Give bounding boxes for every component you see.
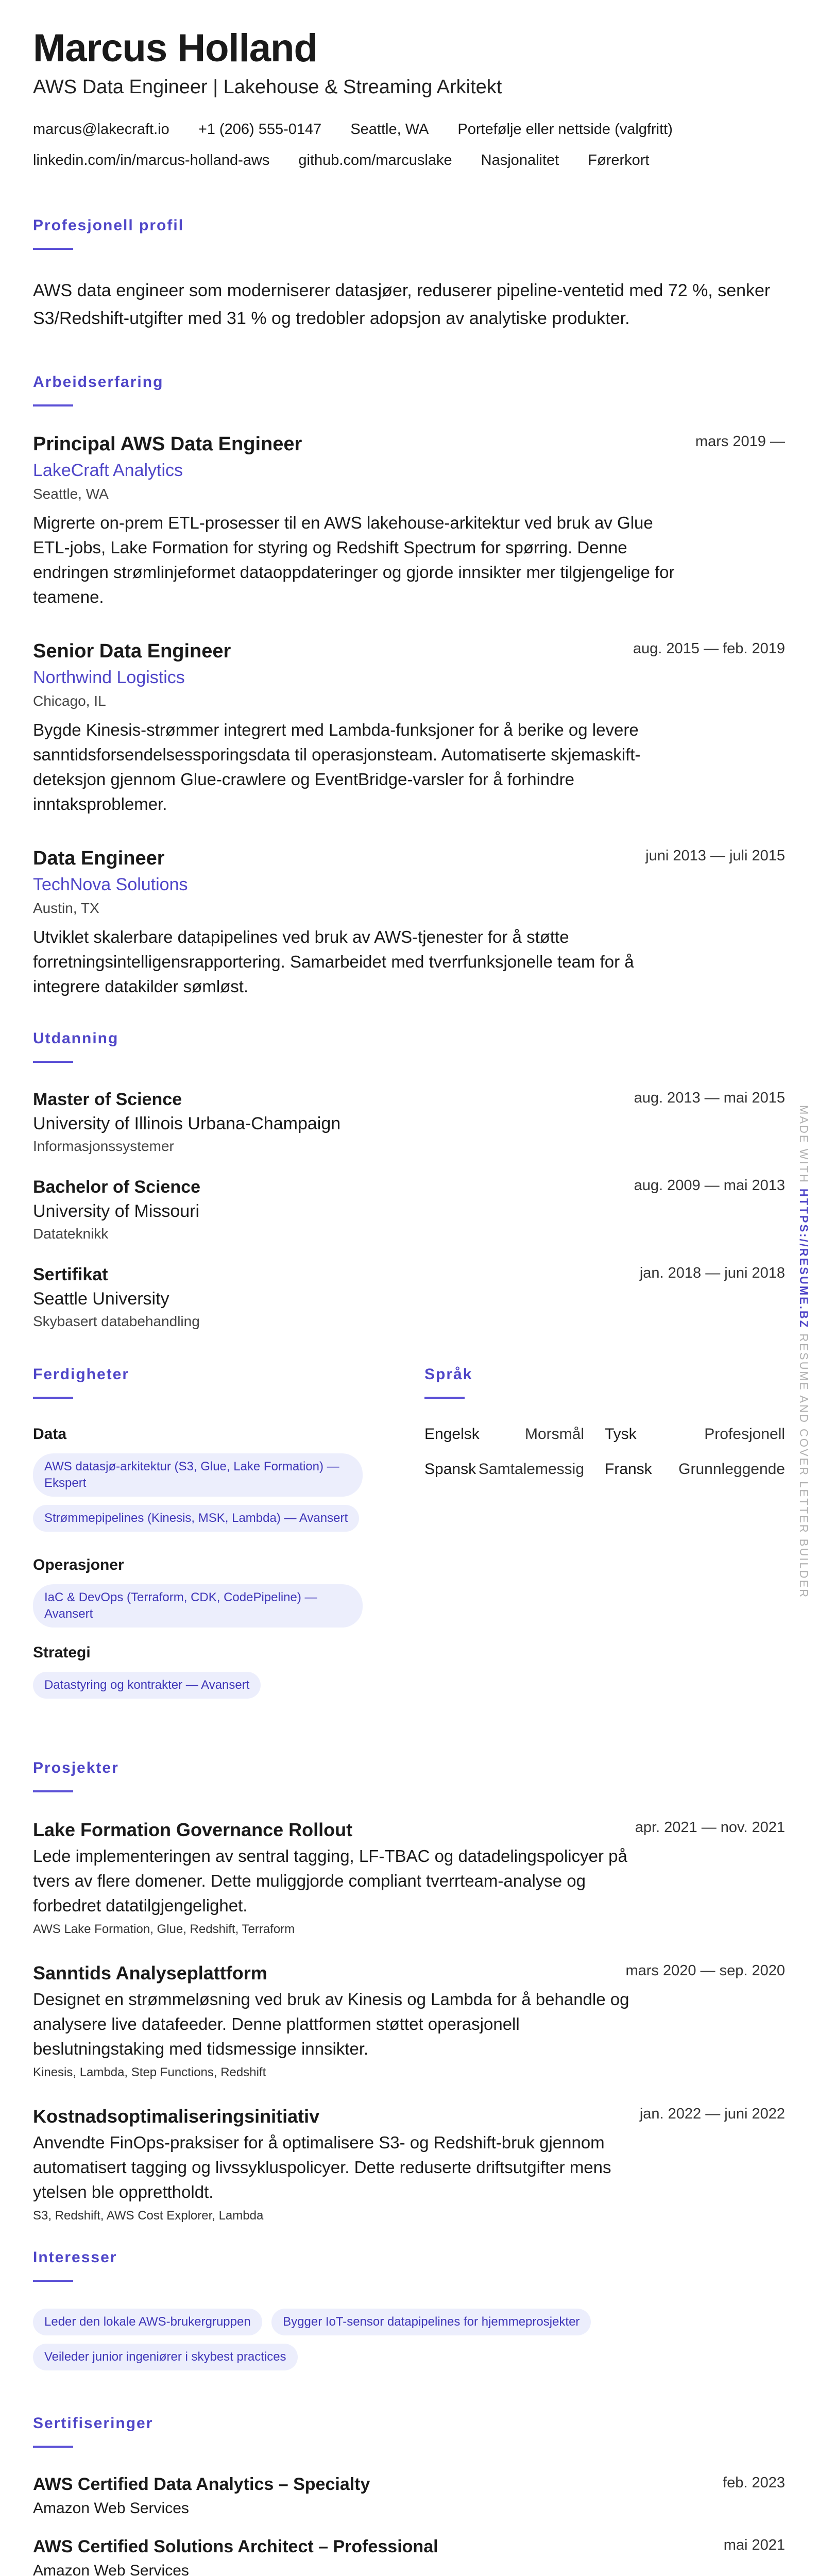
education-degree: Sertifikat <box>33 1265 108 1284</box>
section-title-skills: Ferdigheter <box>33 1366 130 1383</box>
credit-link[interactable]: HTTPS://RESUME.BZ <box>797 1189 810 1329</box>
language-item <box>605 1426 785 1443</box>
education-field: Datateknikk <box>33 1226 109 1242</box>
education-date: jan. 2018 — juni 2018 <box>639 1265 785 1281</box>
contact-list <box>33 114 785 176</box>
section-divider <box>33 2446 73 2448</box>
education-field: Skybasert databehandling <box>33 1313 200 1329</box>
certification-date: mai 2021 <box>723 2537 785 2553</box>
job-location: Chicago, IL <box>33 693 106 709</box>
interest-tag: Veileder junior ingeniører i skybest practices <box>33 2344 298 2370</box>
education-degree: Master of Science <box>33 1090 182 1109</box>
job-date: aug. 2015 — feb. 2019 <box>633 640 785 657</box>
skill-group-name: Strategi <box>33 1644 91 1661</box>
project-title: Lake Formation Governance Rollout <box>33 1819 353 1840</box>
experience-section <box>33 374 785 999</box>
education-entry <box>33 1265 785 1330</box>
credit-prefix: MADE WITH <box>797 1105 810 1184</box>
job-list <box>33 433 785 999</box>
education-entry <box>33 1177 785 1242</box>
job-company: LakeCraft Analytics <box>33 461 183 480</box>
resume-content <box>33 26 785 2576</box>
project-entry <box>33 1819 785 1937</box>
project-description: Anvendte FinOps-praksiser for å optimalisere S3- og Redshift-bruk gjennom automatisert tagging og livssykluspolicyer. Dette reduserte driftsutgifter mens ytelsen ble opprettholdt. <box>33 2133 611 2201</box>
profile-section <box>33 217 785 332</box>
skill-tag: Strømmepipelines (Kinesis, MSK, Lambda) — Avansert <box>33 1505 359 1532</box>
job-entry <box>33 848 785 999</box>
section-title-interests: Interesser <box>33 2249 117 2266</box>
job-company: TechNova Solutions <box>33 875 188 894</box>
skill-group-name: Data <box>33 1426 67 1443</box>
section-divider <box>424 1397 465 1399</box>
job-location: Austin, TX <box>33 900 99 916</box>
candidate-headline: AWS Data Engineer | Lakehouse & Streaming Arkitekt <box>33 76 502 98</box>
section-title-certifications: Sertifiseringer <box>33 2415 154 2432</box>
job-date: mars 2019 — <box>695 433 785 450</box>
section-divider <box>33 404 73 406</box>
language-level: Samtalemessig <box>478 1461 584 1478</box>
certification-list <box>33 2475 785 2576</box>
contact-drivers-license: Førerkort <box>588 152 650 168</box>
contact-github[interactable]: github.com/marcuslake <box>298 152 452 168</box>
job-title: Senior Data Engineer <box>33 640 231 662</box>
contact-nationality: Nasjonalitet <box>481 152 559 168</box>
job-location: Seattle, WA <box>33 486 109 502</box>
certification-issuer: Amazon Web Services <box>33 2500 189 2517</box>
education-school: Seattle University <box>33 1289 169 1309</box>
skill-group-name: Operasjoner <box>33 1556 124 1573</box>
section-title-education: Utdanning <box>33 1030 119 1047</box>
job-entry <box>33 640 785 817</box>
interest-tag: Bygger IoT-sensor datapipelines for hjemmeprosjekter <box>271 2309 591 2335</box>
language-item <box>605 1461 785 1478</box>
certification-issuer: Amazon Web Services <box>33 2562 189 2576</box>
section-divider <box>33 2280 73 2282</box>
project-date: apr. 2021 — nov. 2021 <box>635 1819 785 1836</box>
project-list <box>33 1819 785 2223</box>
project-technologies: Kinesis, Lambda, Step Functions, Redshift <box>33 2065 266 2079</box>
job-company: Northwind Logistics <box>33 668 185 687</box>
contact-location: Seattle, WA <box>350 121 429 138</box>
project-entry <box>33 2106 785 2223</box>
language-name: Engelsk <box>424 1426 480 1443</box>
contact-linkedin[interactable]: linkedin.com/in/marcus-holland-aws <box>33 152 270 168</box>
builder-credit <box>797 1105 810 1599</box>
skill-groups <box>33 1426 424 1707</box>
section-title-experience: Arbeidserfaring <box>33 374 164 391</box>
project-date: mars 2020 — sep. 2020 <box>625 1962 785 1979</box>
education-entry <box>33 1090 785 1155</box>
project-title: Sanntids Analyseplattform <box>33 1962 267 1984</box>
project-entry <box>33 1962 785 2080</box>
resume-header <box>33 26 785 176</box>
contact-portfolio[interactable]: Portefølje eller nettside (valgfritt) <box>457 121 673 138</box>
education-date: aug. 2009 — mai 2013 <box>634 1177 785 1194</box>
skill-group <box>33 1556 424 1628</box>
language-level: Grunnleggende <box>678 1461 785 1478</box>
interests-section <box>33 2249 785 2379</box>
section-divider <box>33 248 73 250</box>
language-name: Spansk <box>424 1461 476 1478</box>
education-section <box>33 1030 785 1330</box>
candidate-name: Marcus Holland <box>33 26 317 70</box>
skill-tag: Datastyring og kontrakter — Avansert <box>33 1672 261 1699</box>
profile-summary: AWS data engineer som moderniserer datasjøer, reduserer pipeline-ventetid med 72 %, senker S3/Redshift-utgifter med 31 % og tredobler adopsjon av analytiske produkter. <box>33 281 771 328</box>
language-list <box>424 1426 785 1478</box>
section-title-profile: Profesjonell profil <box>33 217 184 234</box>
education-degree: Bachelor of Science <box>33 1177 201 1197</box>
project-technologies: S3, Redshift, AWS Cost Explorer, Lambda <box>33 2209 264 2223</box>
skills-section <box>33 1366 424 1723</box>
job-description: Migrerte on-prem ETL-prosesser til en AWS lakehouse-arkitektur ved bruk av Glue ETL-jobs, Lake Formation for styring og Redshift Spectrum for spørring. Denne endringen strømlinjeformet dataoppdateringer og gjorde innsikter mer tilgjengelige for teamene. <box>33 513 675 606</box>
interest-list <box>33 2309 703 2379</box>
job-entry <box>33 433 785 609</box>
certification-entry <box>33 2537 785 2576</box>
job-title: Principal AWS Data Engineer <box>33 433 302 455</box>
education-date: aug. 2013 — mai 2015 <box>634 1090 785 1106</box>
certification-date: feb. 2023 <box>723 2475 785 2491</box>
job-description: Bygde Kinesis-strømmer integrert med Lambda-funksjoner for å berike og levere sanntidsforsendelsessporingsdata til operasjonsteam. Automatiserte skjemaskift-deteksjon gjennom Glue-crawlere og EventBridge-varsler for å forhindre inntaksproblemer. <box>33 720 641 814</box>
certification-name: AWS Certified Solutions Architect – Professional <box>33 2537 438 2556</box>
contact-email[interactable]: marcus@lakecraft.io <box>33 121 169 138</box>
job-date: juni 2013 — juli 2015 <box>645 848 785 864</box>
language-name: Fransk <box>605 1461 652 1478</box>
contact-phone[interactable]: +1 (206) 555-0147 <box>198 121 322 138</box>
project-description: Designet en strømmeløsning ved bruk av Kinesis og Lambda for å behandle og analysere live datafeeder. Denne plattformen støttet operasjonell beslutningstaking med tidsmessige innsikter. <box>33 1990 629 2058</box>
credit-suffix: RESUME AND COVER LETTER BUILDER <box>797 1333 810 1599</box>
section-divider <box>33 1397 73 1399</box>
project-title: Kostnadsoptimaliseringsinitiativ <box>33 2106 320 2127</box>
language-name: Tysk <box>605 1426 637 1443</box>
skill-group <box>33 1644 424 1707</box>
certifications-section <box>33 2415 785 2576</box>
language-item <box>424 1461 605 1478</box>
education-field: Informasjonssystemer <box>33 1138 174 1154</box>
language-level: Profesjonell <box>704 1426 785 1443</box>
certification-entry <box>33 2475 785 2517</box>
skill-tag: AWS datasjø-arkitektur (S3, Glue, Lake Formation) — Ekspert <box>33 1453 363 1497</box>
section-divider <box>33 1790 73 1792</box>
education-list <box>33 1090 785 1330</box>
job-description: Utviklet skalerbare datapipelines ved bruk av AWS-tjenester for å støtte forretningsintelligensrapportering. Samarbeidet med tverrfunksjonelle team for å integrere datakilder sømløst. <box>33 927 634 996</box>
education-school: University of Missouri <box>33 1201 200 1221</box>
section-divider <box>33 1061 73 1063</box>
skill-group <box>33 1426 424 1540</box>
certification-name: AWS Certified Data Analytics – Specialty <box>33 2475 370 2494</box>
job-title: Data Engineer <box>33 848 165 869</box>
projects-section <box>33 1759 785 2223</box>
project-date: jan. 2022 — juni 2022 <box>639 2106 785 2122</box>
skill-tag: IaC & DevOps (Terraform, CDK, CodePipeline) — Avansert <box>33 1584 363 1628</box>
language-item <box>424 1426 605 1443</box>
interest-tag: Leder den lokale AWS-brukergruppen <box>33 2309 262 2335</box>
languages-section <box>424 1366 785 1723</box>
education-school: University of Illinois Urbana-Champaign <box>33 1114 341 1133</box>
section-title-projects: Prosjekter <box>33 1759 119 1776</box>
section-title-languages: Språk <box>424 1366 473 1383</box>
language-level: Morsmål <box>524 1426 584 1443</box>
project-technologies: AWS Lake Formation, Glue, Redshift, Terraform <box>33 1922 295 1936</box>
skills-languages-row <box>33 1366 785 1723</box>
project-description: Lede implementeringen av sentral tagging, LF-TBAC og datadelingspolicyer på tvers av flere domener. Dette muliggjorde compliant tverrteam-analyse og forbedret datatilgjengelighet. <box>33 1846 627 1915</box>
